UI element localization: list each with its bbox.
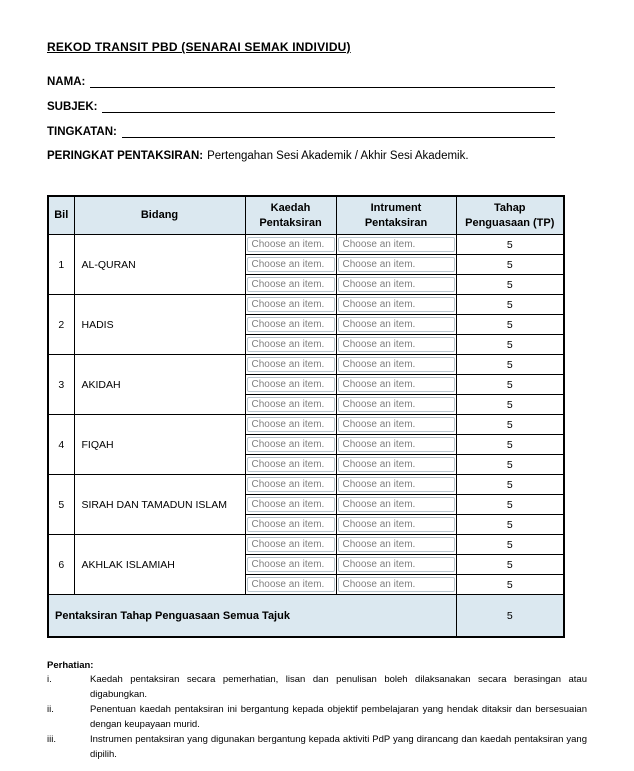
summary-row [48, 595, 564, 638]
tp-cell[interactable]: 5 [456, 275, 564, 295]
kaedah-dropdown[interactable]: Choose an item. [247, 517, 335, 532]
assessment-stage-value: Pertengahan Sesi Akademik / Akhir Sesi Akademik. [207, 150, 469, 162]
instrument-cell [336, 455, 456, 475]
kaedah-cell [245, 435, 336, 455]
document-content [47, 38, 587, 762]
instrument-dropdown[interactable]: Choose an item. [338, 497, 455, 512]
note-number: iii. [47, 734, 56, 745]
instrument-dropdown[interactable]: Choose an item. [338, 557, 455, 572]
instrument-cell [336, 535, 456, 555]
kaedah-cell [245, 395, 336, 415]
bidang-cell: AKIDAH [74, 355, 245, 415]
kaedah-dropdown[interactable]: Choose an item. [247, 537, 335, 552]
kaedah-dropdown[interactable]: Choose an item. [247, 377, 335, 392]
kaedah-dropdown[interactable]: Choose an item. [247, 457, 335, 472]
note-item [47, 672, 587, 702]
kaedah-cell [245, 575, 336, 595]
tp-cell[interactable]: 5 [456, 395, 564, 415]
instrument-dropdown[interactable]: Choose an item. [338, 417, 455, 432]
bil-cell: 5 [48, 475, 74, 535]
kaedah-dropdown[interactable]: Choose an item. [247, 317, 335, 332]
kaedah-cell [245, 455, 336, 475]
instrument-dropdown[interactable]: Choose an item. [338, 537, 455, 552]
instrument-cell [336, 475, 456, 495]
kaedah-cell [245, 255, 336, 275]
col-header-kaedah-line1: Kaedah [270, 201, 311, 214]
col-header-instrument-line1: Intrument [370, 201, 422, 214]
kaedah-dropdown[interactable]: Choose an item. [247, 437, 335, 452]
instrument-dropdown[interactable]: Choose an item. [338, 397, 455, 412]
instrument-cell [336, 555, 456, 575]
kaedah-cell [245, 515, 336, 535]
instrument-dropdown[interactable]: Choose an item. [338, 477, 455, 492]
col-header-bil: Bil [48, 196, 74, 235]
note-text: Penentuan kaedah pentaksiran ini bergantung kepada objektif pembelajaran yang hendak ditaksir dan bersesuaian dengan keupayaan murid. [90, 704, 587, 730]
instrument-dropdown[interactable]: Choose an item. [338, 337, 455, 352]
instrument-cell [336, 335, 456, 355]
kaedah-cell [245, 315, 336, 335]
table-row [48, 415, 564, 435]
name-label: NAMA: [47, 76, 86, 88]
tp-cell[interactable]: 5 [456, 555, 564, 575]
kaedah-cell [245, 235, 336, 255]
note-number: i. [47, 674, 52, 685]
kaedah-dropdown[interactable]: Choose an item. [247, 397, 335, 412]
col-header-kaedah-line2: Pentaksiran [259, 216, 322, 229]
kaedah-dropdown[interactable]: Choose an item. [247, 357, 335, 372]
instrument-cell [336, 255, 456, 275]
form-level-field-row [47, 122, 555, 138]
instrument-dropdown[interactable]: Choose an item. [338, 357, 455, 372]
kaedah-cell [245, 415, 336, 435]
instrument-cell [336, 355, 456, 375]
instrument-dropdown[interactable]: Choose an item. [338, 437, 455, 452]
notes-section [47, 660, 587, 762]
instrument-cell [336, 235, 456, 255]
col-header-bidang: Bidang [74, 196, 245, 235]
tp-cell[interactable]: 5 [456, 235, 564, 255]
assessment-table-body [48, 235, 564, 595]
bil-cell: 4 [48, 415, 74, 475]
kaedah-dropdown[interactable]: Choose an item. [247, 497, 335, 512]
kaedah-dropdown[interactable]: Choose an item. [247, 337, 335, 352]
name-field-row [47, 72, 555, 88]
form-fields [47, 72, 587, 138]
instrument-dropdown[interactable]: Choose an item. [338, 377, 455, 392]
instrument-dropdown[interactable]: Choose an item. [338, 317, 455, 332]
bidang-cell: FIQAH [74, 415, 245, 475]
tp-cell[interactable]: 5 [456, 335, 564, 355]
bidang-cell: HADIS [74, 295, 245, 355]
subject-label: SUBJEK: [47, 101, 98, 113]
table-row [48, 535, 564, 555]
bidang-cell: SIRAH DAN TAMADUN ISLAM [74, 475, 245, 535]
instrument-cell [336, 495, 456, 515]
form-level-input-line[interactable] [122, 122, 555, 138]
tp-cell[interactable]: 5 [456, 515, 564, 535]
instrument-cell [336, 275, 456, 295]
assessment-stage-label: PERINGKAT PENTAKSIRAN: [47, 150, 204, 162]
instrument-cell [336, 375, 456, 395]
kaedah-dropdown[interactable]: Choose an item. [247, 257, 335, 272]
assessment-stage-row [47, 146, 587, 162]
tp-cell[interactable]: 5 [456, 295, 564, 315]
tp-cell[interactable]: 5 [456, 315, 564, 335]
assessment-table-header [48, 196, 564, 235]
instrument-cell [336, 515, 456, 535]
instrument-cell [336, 315, 456, 335]
kaedah-cell [245, 355, 336, 375]
subject-input-line[interactable] [102, 97, 555, 113]
tp-cell[interactable]: 5 [456, 495, 564, 515]
tp-cell[interactable]: 5 [456, 355, 564, 375]
kaedah-dropdown[interactable]: Choose an item. [247, 477, 335, 492]
note-item [47, 732, 587, 762]
kaedah-dropdown[interactable]: Choose an item. [247, 237, 335, 252]
tp-cell[interactable]: 5 [456, 375, 564, 395]
col-header-kaedah [245, 196, 336, 235]
kaedah-cell [245, 335, 336, 355]
col-header-instrument-line2: Pentaksiran [364, 216, 428, 229]
instrument-dropdown[interactable]: Choose an item. [338, 297, 455, 312]
note-item [47, 702, 587, 732]
kaedah-cell [245, 495, 336, 515]
document-title: REKOD TRANSIT PBD (SENARAI SEMAK INDIVIDU) [47, 40, 351, 54]
assessment-table [47, 195, 565, 638]
form-level-label: TINGKATAN: [47, 126, 117, 138]
tp-cell[interactable]: 5 [456, 255, 564, 275]
tp-cell[interactable]: 5 [456, 535, 564, 555]
table-row [48, 475, 564, 495]
notes-heading: Perhatian: [47, 660, 94, 671]
tp-cell[interactable]: 5 [456, 415, 564, 435]
instrument-dropdown[interactable]: Choose an item. [338, 257, 455, 272]
table-row [48, 235, 564, 255]
bidang-cell: AKHLAK ISLAMIAH [74, 535, 245, 595]
summary-label: Pentaksiran Tahap Penguasaan Semua Tajuk [48, 595, 456, 638]
kaedah-cell [245, 295, 336, 315]
kaedah-dropdown[interactable]: Choose an item. [247, 577, 335, 592]
bidang-cell: AL-QURAN [74, 235, 245, 295]
kaedah-cell [245, 375, 336, 395]
note-text: Kaedah pentaksiran secara pemerhatian, lisan dan penulisan boleh dilaksanakan secara berasingan atau digabungkan. [90, 674, 587, 700]
bil-cell: 2 [48, 295, 74, 355]
tp-cell[interactable]: 5 [456, 575, 564, 595]
kaedah-dropdown[interactable]: Choose an item. [247, 297, 335, 312]
bil-cell: 6 [48, 535, 74, 595]
instrument-dropdown[interactable]: Choose an item. [338, 517, 455, 532]
col-header-tahap-line1: Tahap [493, 201, 526, 214]
instrument-cell [336, 295, 456, 315]
name-input-line[interactable] [90, 72, 555, 88]
subject-field-row [47, 97, 555, 113]
instrument-cell [336, 415, 456, 435]
tp-cell[interactable]: 5 [456, 435, 564, 455]
instrument-cell [336, 395, 456, 415]
tp-cell[interactable]: 5 [456, 455, 564, 475]
instrument-dropdown[interactable]: Choose an item. [338, 237, 455, 252]
col-header-instrument [336, 196, 456, 235]
instrument-dropdown[interactable]: Choose an item. [338, 577, 455, 592]
instrument-dropdown[interactable]: Choose an item. [338, 457, 455, 472]
summary-tp-cell[interactable]: 5 [456, 595, 564, 638]
instrument-cell [336, 435, 456, 455]
bil-cell: 3 [48, 355, 74, 415]
table-row [48, 355, 564, 375]
kaedah-dropdown[interactable]: Choose an item. [247, 277, 335, 292]
col-header-tahap [456, 196, 564, 235]
note-number: ii. [47, 704, 54, 715]
instrument-cell [336, 575, 456, 595]
kaedah-cell [245, 475, 336, 495]
kaedah-dropdown[interactable]: Choose an item. [247, 417, 335, 432]
note-text: Instrumen pentaksiran yang digunakan bergantung kepada aktiviti PdP yang dirancang dan kaedah pentaksiran yang dipilih. [90, 734, 587, 760]
kaedah-cell [245, 535, 336, 555]
bil-cell: 1 [48, 235, 74, 295]
kaedah-cell [245, 275, 336, 295]
tp-cell[interactable]: 5 [456, 475, 564, 495]
table-row [48, 295, 564, 315]
instrument-dropdown[interactable]: Choose an item. [338, 277, 455, 292]
col-header-tahap-line2: Penguasaan (TP) [465, 216, 555, 229]
kaedah-cell [245, 555, 336, 575]
kaedah-dropdown[interactable]: Choose an item. [247, 557, 335, 572]
